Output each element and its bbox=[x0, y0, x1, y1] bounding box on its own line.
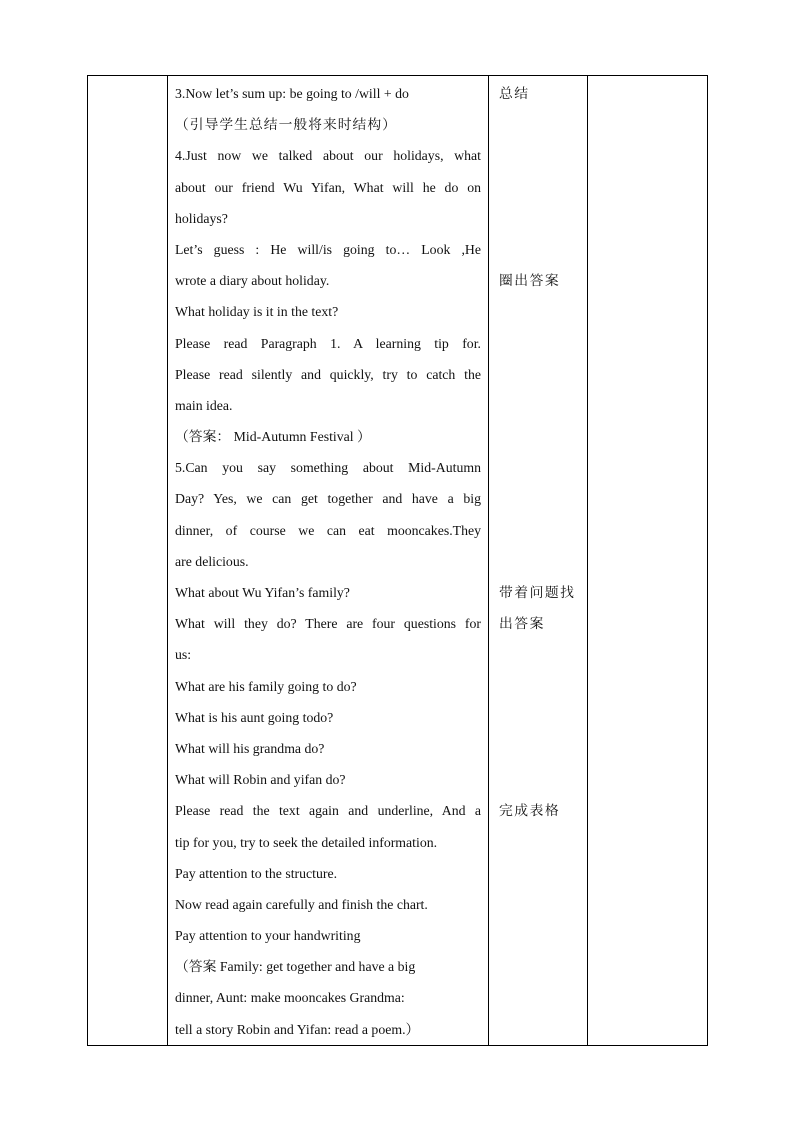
reflection-cell bbox=[588, 76, 708, 1046]
procedure-line: （引导学生总结一般将来时结构） bbox=[175, 117, 397, 133]
procedure-line: What is his aunt going todo? bbox=[175, 709, 334, 725]
activity-note-line bbox=[499, 421, 587, 452]
activity-note-line bbox=[499, 483, 587, 514]
activity-note-line bbox=[499, 328, 587, 359]
procedure-line: holidays? bbox=[175, 210, 228, 226]
procedure-line: Pay attention to your handwriting bbox=[175, 928, 361, 944]
activity-note-line bbox=[499, 234, 587, 265]
procedure-line: What are his family going to do? bbox=[175, 678, 357, 694]
procedure-line: Let’s guess : He will/is going to… Look ,He bbox=[175, 241, 481, 257]
procedure-line: wrote a diary about holiday. bbox=[175, 273, 330, 289]
procedure-line: （答案 Family: get together and have a big bbox=[175, 959, 416, 975]
activity-note-line: 圈出答案 bbox=[499, 273, 561, 289]
procedure-line: tell a story Robin and Yifan: read a poem.） bbox=[175, 1021, 420, 1037]
activity-note-line bbox=[499, 172, 587, 203]
procedure-line: What will his grandma do? bbox=[175, 740, 325, 756]
activity-note-line: 出答案 bbox=[499, 616, 545, 632]
activity-note-line bbox=[499, 546, 587, 577]
procedure-line: main idea. bbox=[175, 397, 233, 413]
activity-note-line bbox=[499, 203, 587, 234]
procedure-line: Please read silently and quickly, try to catch the bbox=[175, 366, 481, 382]
activity-note-line: 带着问题找 bbox=[499, 585, 576, 600]
procedure-line: us: bbox=[175, 647, 192, 663]
activity-note-line bbox=[499, 764, 587, 795]
procedure-line: are delicious. bbox=[175, 553, 249, 569]
procedure-line: What will they do? There are four questions for bbox=[175, 616, 481, 632]
activity-note-line bbox=[499, 140, 587, 171]
procedure-line: 4.Just now we talked about our holidays, what bbox=[175, 148, 481, 164]
procedure-line: What will Robin and yifan do? bbox=[175, 772, 346, 788]
procedure-line: Day? Yes, we can get together and have a big bbox=[175, 491, 481, 507]
teaching-procedure-cell bbox=[168, 76, 489, 1046]
activity-note-line bbox=[499, 733, 587, 764]
procedure-line: Pay attention to the structure. bbox=[175, 865, 338, 881]
activity-note-line: 总结 bbox=[499, 86, 530, 101]
procedure-line: tip for you, try to seek the detailed information. bbox=[175, 834, 438, 850]
student-activity-cell bbox=[489, 76, 588, 1046]
activity-note-line bbox=[499, 702, 587, 733]
activity-note-line bbox=[499, 296, 587, 327]
procedure-line: 5.Can you say something about Mid-Autumn bbox=[175, 460, 481, 476]
procedure-line: Please read the text again and underline, And a bbox=[175, 803, 481, 819]
activity-note-line bbox=[499, 671, 587, 702]
table-row bbox=[88, 76, 708, 1046]
activity-note-line bbox=[499, 452, 587, 483]
procedure-line: 3.Now let’s sum up: be going to /will + do bbox=[175, 86, 409, 101]
procedure-line: What holiday is it in the text? bbox=[175, 304, 339, 320]
stage-cell bbox=[88, 76, 168, 1046]
lesson-plan-table bbox=[87, 75, 708, 1046]
activity-note-line bbox=[499, 109, 587, 140]
procedure-line: dinner, of course we can eat mooncakes.They bbox=[175, 522, 481, 538]
procedure-line: about our friend Wu Yifan, What will he do on bbox=[175, 179, 481, 195]
procedure-line: Please read Paragraph 1. A learning tip for. bbox=[175, 335, 481, 351]
procedure-line: （答案： Mid-Autumn Festival ） bbox=[175, 429, 371, 445]
activity-note-line: 完成表格 bbox=[499, 803, 561, 819]
procedure-line: dinner, Aunt: make mooncakes Grandma: bbox=[175, 990, 405, 1006]
activity-note-line bbox=[499, 639, 587, 670]
activity-notes bbox=[489, 76, 587, 827]
procedure-line: Now read again carefully and finish the chart. bbox=[175, 896, 428, 912]
procedure-line: What about Wu Yifan’s family? bbox=[175, 585, 350, 600]
activity-note-line bbox=[499, 390, 587, 421]
activity-note-line bbox=[499, 359, 587, 390]
procedure-text bbox=[168, 76, 488, 1045]
activity-note-line bbox=[499, 515, 587, 546]
